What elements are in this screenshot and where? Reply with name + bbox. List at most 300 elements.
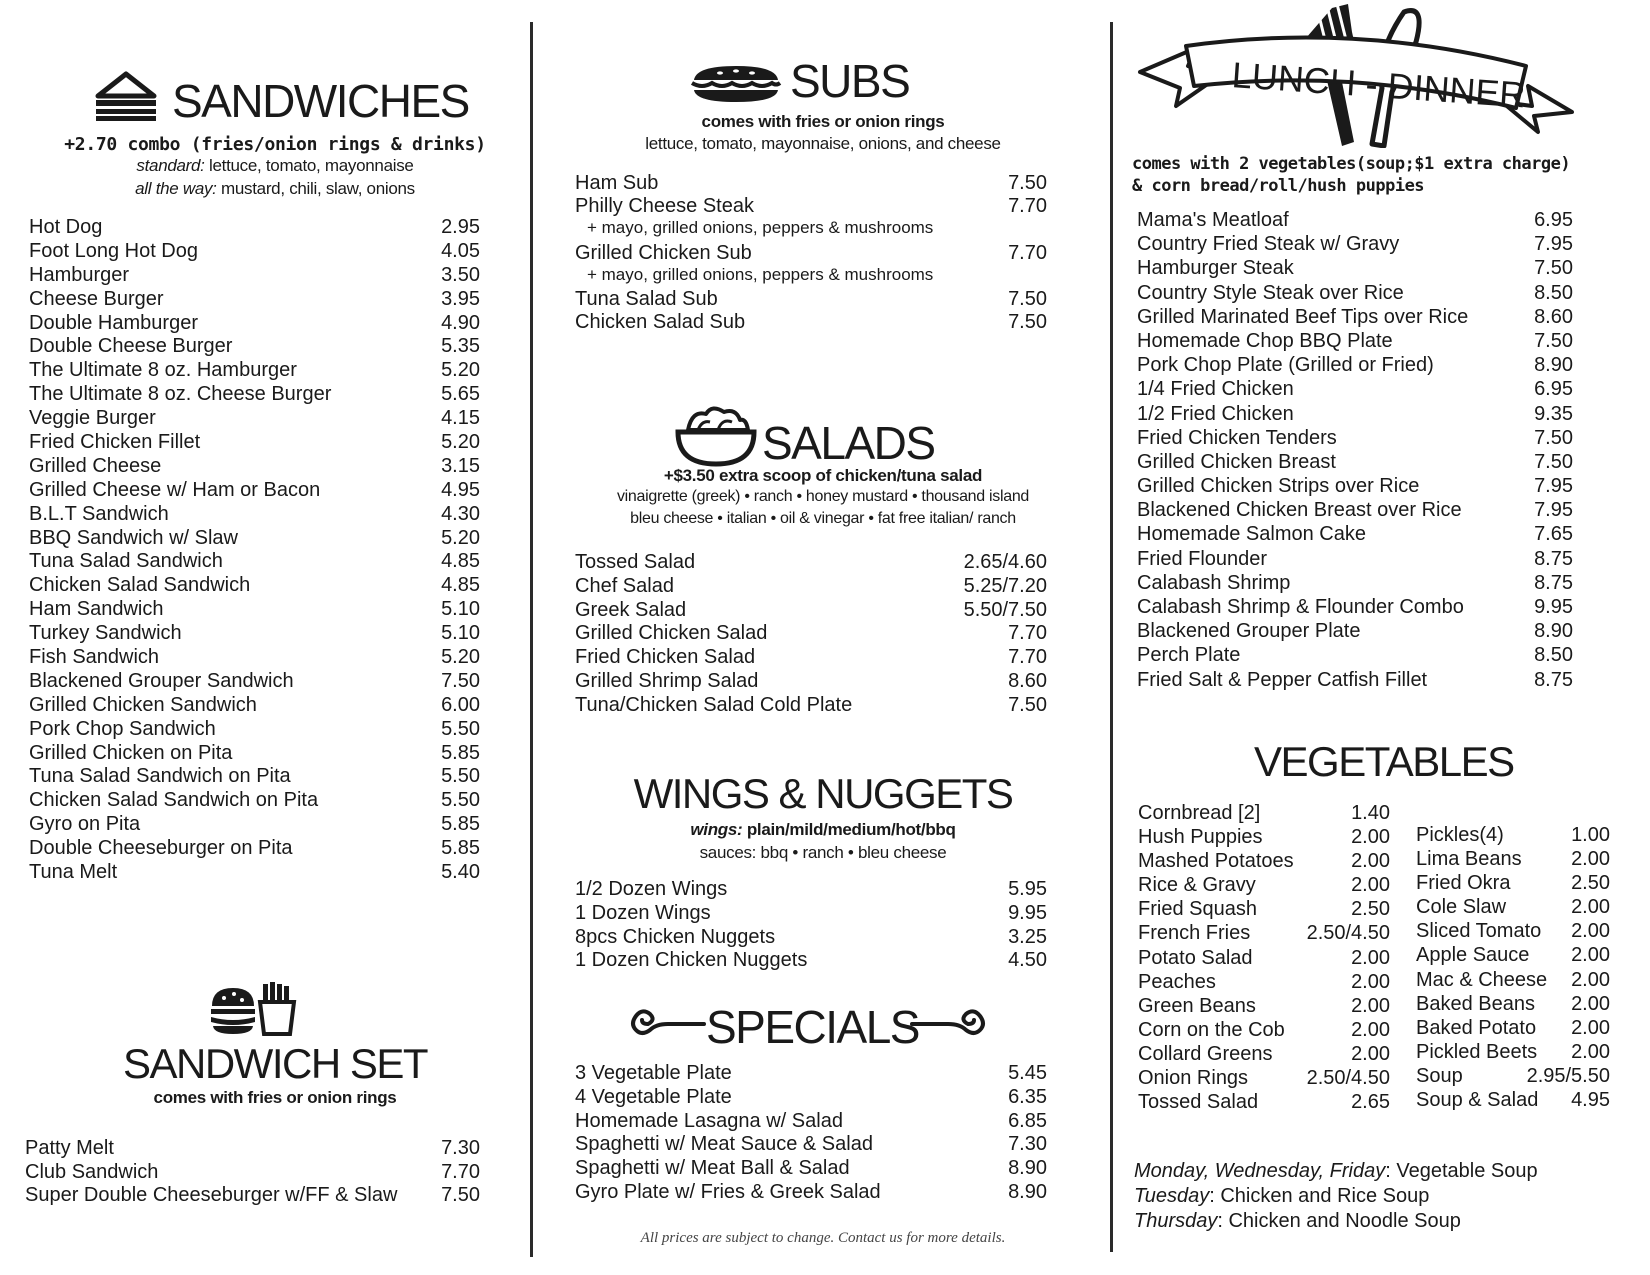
menu-item xyxy=(1137,475,1573,499)
menu-item-price: 8.75 xyxy=(1534,547,1573,570)
menu-item-name: 1 Dozen Chicken Nuggets xyxy=(575,949,808,972)
menu-item-price: 1.00 xyxy=(1571,824,1610,846)
menu-item-name: Spaghetti w/ Meat Ball & Salad xyxy=(575,1157,850,1180)
menu-item xyxy=(29,335,480,359)
menu-item-price: 7.70 xyxy=(1008,622,1047,645)
menu-item xyxy=(29,455,480,479)
menu-item xyxy=(1137,378,1573,402)
menu-item-price: 5.50 xyxy=(441,765,480,788)
menu-item-name: Blackened Grouper Sandwich xyxy=(29,669,294,692)
menu-item-name: Grilled Chicken on Pita xyxy=(29,741,233,764)
menu-item-price: 8.50 xyxy=(1534,644,1573,667)
menu-item-name: Philly Cheese Steak xyxy=(575,195,754,218)
menu-item-name: Corn on the Cob xyxy=(1138,1018,1285,1041)
menu-item-price: 7.65 xyxy=(1534,523,1573,546)
menu-item-name: Soup & Salad xyxy=(1416,1089,1539,1112)
menu-item xyxy=(1137,354,1573,378)
subs-list xyxy=(575,172,1047,334)
sandwiches-list xyxy=(29,216,480,885)
menu-item-price: 2.00 xyxy=(1571,944,1610,967)
menu-item-name: Grilled Chicken Sub xyxy=(575,241,752,264)
menu-item xyxy=(29,813,480,837)
menu-item-price: 7.50 xyxy=(441,669,480,692)
menu-item-name: Rice & Gravy xyxy=(1138,874,1256,897)
specials-list xyxy=(575,1062,1047,1205)
salads-dressings-2: bleu cheese • italian • oil & vinegar • fat free italian/ ranch xyxy=(630,510,1016,527)
menu-item-name: Tuna Salad Sandwich on Pita xyxy=(29,765,291,788)
menu-item-name: Greek Salad xyxy=(575,598,687,621)
menu-item-name: Foot Long Hot Dog xyxy=(29,239,198,262)
menu-item-price: 9.95 xyxy=(1534,596,1573,618)
menu-item xyxy=(1137,499,1573,523)
column-divider-left xyxy=(530,22,533,1257)
swirl-right-icon xyxy=(910,1002,988,1038)
subs-subtitle: comes with fries or onion rings xyxy=(701,112,945,131)
menu-item xyxy=(1137,233,1573,257)
menu-item xyxy=(29,288,480,312)
menu-item-name: Club Sandwich xyxy=(25,1160,159,1183)
menu-item-price: 6.95 xyxy=(1534,378,1573,401)
menu-item xyxy=(1416,824,1610,848)
menu-item-name: 1/2 Fried Chicken xyxy=(1137,402,1294,425)
menu-item-name: Mac & Cheese xyxy=(1416,968,1548,991)
subs-title: SUBS xyxy=(790,55,910,107)
menu-item xyxy=(29,479,480,503)
menu-item-name: Pork Chop Plate (Grilled or Fried) xyxy=(1137,354,1434,377)
menu-item-name: Pickled Beets xyxy=(1416,1040,1538,1063)
burger-fries-icon xyxy=(208,982,298,1036)
menu-item-price: 7.50 xyxy=(1008,172,1047,194)
menu-item xyxy=(1416,1017,1610,1041)
menu-item-price: 4.90 xyxy=(441,311,480,334)
menu-item xyxy=(575,288,1047,311)
vegetables-title: VEGETABLES xyxy=(1254,738,1514,785)
menu-item xyxy=(1137,209,1573,233)
menu-item xyxy=(575,694,1047,718)
menu-item-note: + mayo, grilled onions, peppers & mushrooms xyxy=(587,218,934,238)
menu-item-name: French Fries xyxy=(1138,922,1251,945)
menu-item-name: Country Fried Steak w/ Gravy xyxy=(1137,233,1400,256)
menu-item xyxy=(575,902,1047,926)
menu-item xyxy=(1137,523,1573,547)
menu-item-price: 2.95 xyxy=(441,216,480,238)
menu-item-name: Tuna Salad Sandwich xyxy=(29,550,223,573)
menu-item-name: Turkey Sandwich xyxy=(29,622,182,645)
menu-item-name: Homemade Lasagna w/ Salad xyxy=(575,1109,843,1132)
menu-item xyxy=(29,383,480,407)
menu-item-price: 7.50 xyxy=(1008,287,1047,310)
menu-item-price: 7.30 xyxy=(441,1137,480,1159)
menu-item-name: 1 Dozen Wings xyxy=(575,901,711,924)
menu-item-price: 2.00 xyxy=(1571,848,1610,871)
menu-item-name: Cornbread [2] xyxy=(1138,802,1261,824)
wings-list xyxy=(575,878,1047,973)
menu-item-price: 4.05 xyxy=(441,239,480,262)
menu-item xyxy=(1137,548,1573,572)
menu-item xyxy=(29,431,480,455)
menu-item-name: Mama's Meatloaf xyxy=(1137,209,1289,231)
menu-item xyxy=(29,216,480,240)
menu-item-price: 2.00 xyxy=(1351,850,1390,873)
menu-item-price: 5.20 xyxy=(441,359,480,382)
menu-item-name: Peaches xyxy=(1138,970,1216,993)
menu-item-price: 2.00 xyxy=(1351,1042,1390,1065)
menu-item-name: Homemade Salmon Cake xyxy=(1137,523,1366,546)
menu-item-price: 2.65 xyxy=(1351,1091,1390,1114)
salads-subtitle: +$3.50 extra scoop of chicken/tuna salad xyxy=(663,466,983,485)
menu-item xyxy=(575,926,1047,950)
menu-item xyxy=(29,742,480,766)
menu-item xyxy=(1416,1089,1610,1113)
menu-item-name: Tuna/Chicken Salad Cold Plate xyxy=(575,693,853,716)
menu-item-price: 3.15 xyxy=(441,454,480,477)
menu-item xyxy=(29,598,480,622)
lunch-dinner-subtitle-1: comes with 2 vegetables(soup;$1 extra charge) xyxy=(1132,154,1571,174)
menu-item xyxy=(1416,1041,1610,1065)
menu-item xyxy=(29,694,480,718)
menu-item xyxy=(1138,898,1390,922)
menu-item-name: Collard Greens xyxy=(1138,1042,1273,1065)
menu-item-name: Grilled Chicken Breast xyxy=(1137,450,1336,473)
menu-item-price: 2.00 xyxy=(1571,1016,1610,1039)
menu-item-price: 5.10 xyxy=(441,598,480,621)
menu-item-price: 4.30 xyxy=(441,502,480,525)
menu-item-price: 5.10 xyxy=(441,622,480,645)
menu-item-name: Grilled Chicken Sandwich xyxy=(29,693,257,716)
menu-item-name: Tossed Salad xyxy=(575,551,696,573)
menu-item-price: 8.90 xyxy=(1534,354,1573,377)
menu-item xyxy=(575,172,1047,195)
menu-item xyxy=(575,949,1047,973)
menu-item xyxy=(1416,969,1610,993)
menu-item-price: 7.70 xyxy=(1008,241,1047,264)
menu-item-price: 5.20 xyxy=(441,646,480,669)
menu-item-name: Fish Sandwich xyxy=(29,646,160,669)
sandwich-set-title: SANDWICH SET xyxy=(122,1040,427,1087)
soup-day-3: Thursday: Chicken and Noodle Soup xyxy=(1134,1210,1461,1232)
menu-item xyxy=(1138,947,1390,971)
menu-item-price: 2.00 xyxy=(1351,994,1390,1017)
menu-item-name: Cole Slaw xyxy=(1416,896,1507,919)
menu-item-price: 2.00 xyxy=(1571,920,1610,943)
menu-item-price: 5.85 xyxy=(441,813,480,836)
menu-item-name: Calabash Shrimp & Flounder Combo xyxy=(1137,596,1464,618)
menu-item-name: Grilled Chicken Salad xyxy=(575,622,768,645)
menu-item-name: 4 Vegetable Plate xyxy=(575,1085,732,1108)
menu-item xyxy=(1416,944,1610,968)
lunch-dinner-list xyxy=(1137,209,1573,693)
menu-item-name: 1/2 Dozen Wings xyxy=(575,878,728,900)
menu-item xyxy=(29,670,480,694)
menu-item-price: 2.95/5.50 xyxy=(1526,1064,1610,1087)
lunch-dinner-title: LUNCH - DINNER xyxy=(1230,54,1527,116)
menu-item-name: Fried Chicken Tenders xyxy=(1137,426,1337,449)
menu-item-name: Grilled Marinated Beef Tips over Rice xyxy=(1137,305,1469,328)
menu-item xyxy=(575,1110,1047,1134)
menu-item-price: 3.25 xyxy=(1008,925,1047,948)
menu-item-price: 7.95 xyxy=(1534,233,1573,256)
menu-item-price: 8.75 xyxy=(1534,668,1573,691)
menu-item-name: Double Cheeseburger on Pita xyxy=(29,837,293,860)
menu-item xyxy=(1137,669,1573,693)
sub-icon xyxy=(690,62,782,104)
menu-item-name: Ham Sub xyxy=(575,172,659,194)
menu-item xyxy=(29,359,480,383)
menu-item xyxy=(575,195,1047,218)
menu-item-price: 3.95 xyxy=(441,287,480,310)
menu-item-price: 7.95 xyxy=(1534,499,1573,522)
menu-item-name: Tuna Salad Sub xyxy=(575,287,718,310)
menu-item-price: 5.85 xyxy=(441,741,480,764)
menu-item-name: Blackened Chicken Breast over Rice xyxy=(1137,499,1462,522)
menu-item-name: Fried Chicken Salad xyxy=(575,646,756,669)
all-the-way-note: all the way: mustard, chili, slaw, onions xyxy=(135,179,415,198)
menu-item-price: 8.90 xyxy=(1008,1157,1047,1180)
combo-note: +2.70 combo (fries/onion rings & drinks) xyxy=(64,134,486,155)
menu-item xyxy=(575,670,1047,694)
menu-item-name: Mashed Potatoes xyxy=(1138,850,1294,873)
menu-item xyxy=(575,1157,1047,1181)
menu-item-name: Country Style Steak over Rice xyxy=(1137,281,1404,304)
menu-item-name: Tuna Melt xyxy=(29,861,118,884)
menu-item xyxy=(1138,802,1390,826)
menu-item-price: 2.50 xyxy=(1351,898,1390,921)
menu-item-price: 5.50/7.50 xyxy=(963,598,1047,621)
menu-item-name: Homemade Chop BBQ Plate xyxy=(1137,329,1393,352)
menu-item-name: Fried Squash xyxy=(1138,898,1257,921)
menu-item-name: Double Cheese Burger xyxy=(29,335,233,358)
menu-item-price: 7.50 xyxy=(1008,311,1047,334)
standard-note: standard: lettuce, tomato, mayonnaise xyxy=(136,156,414,175)
menu-item xyxy=(575,878,1047,902)
menu-item xyxy=(25,1184,480,1208)
menu-item-name: Sliced Tomato xyxy=(1416,920,1542,943)
menu-item-name: Ham Sandwich xyxy=(29,598,164,621)
menu-item-price: 8.90 xyxy=(1008,1180,1047,1203)
menu-item-name: Baked Potato xyxy=(1416,1016,1537,1039)
menu-item-price: 4.85 xyxy=(441,574,480,597)
menu-item xyxy=(29,312,480,336)
column-divider-right xyxy=(1110,22,1113,1252)
menu-item xyxy=(1416,993,1610,1017)
menu-item-name: BBQ Sandwich w/ Slaw xyxy=(29,526,238,549)
menu-item-name: Blackened Grouper Plate xyxy=(1137,620,1361,643)
menu-item-price: 7.50 xyxy=(441,1184,480,1206)
menu-item-name: Soup xyxy=(1416,1064,1463,1087)
menu-item-price: 2.00 xyxy=(1571,1040,1610,1063)
menu-item xyxy=(575,1181,1047,1205)
menu-item-price: 2.50 xyxy=(1571,872,1610,895)
menu-item-name: Green Beans xyxy=(1138,994,1256,1017)
wings-title: WINGS & NUGGETS xyxy=(633,770,1013,817)
menu-item xyxy=(1138,826,1390,850)
menu-item xyxy=(1137,282,1573,306)
menu-item-name: Pickles(4) xyxy=(1416,824,1504,846)
specials-title: SPECIALS xyxy=(706,1001,919,1053)
menu-item-price: 8.50 xyxy=(1534,281,1573,304)
menu-item-price: 7.70 xyxy=(1008,646,1047,669)
menu-item-price: 8.75 xyxy=(1534,571,1573,594)
wings-flavors: wings: plain/mild/medium/hot/bbq xyxy=(690,820,956,839)
menu-item xyxy=(1137,403,1573,427)
menu-item xyxy=(1137,572,1573,596)
menu-item xyxy=(29,718,480,742)
menu-item xyxy=(29,503,480,527)
menu-item-name: Gyro Plate w/ Fries & Greek Salad xyxy=(575,1180,881,1203)
menu-item xyxy=(1137,644,1573,668)
menu-item-name: Gyro on Pita xyxy=(29,813,141,836)
salads-dressings-1: vinaigrette (greek) • ranch • honey mustard • thousand island xyxy=(616,488,1030,505)
menu-item xyxy=(1137,451,1573,475)
salad-icon xyxy=(674,404,758,468)
sandwich-set-subtitle: comes with fries or onion rings xyxy=(153,1088,397,1107)
menu-item-name: Chicken Salad Sandwich xyxy=(29,574,251,597)
menu-item-name: Fried Flounder xyxy=(1137,547,1268,570)
menu-item-price: 5.85 xyxy=(441,837,480,860)
menu-item xyxy=(29,574,480,598)
menu-item-price: 4.85 xyxy=(441,550,480,573)
menu-item-name: Chicken Salad Sub xyxy=(575,311,746,334)
menu-item xyxy=(1416,848,1610,872)
menu-item xyxy=(25,1137,480,1161)
menu-item-name: Cheese Burger xyxy=(29,287,164,310)
menu-item-price: 2.00 xyxy=(1351,826,1390,849)
menu-item xyxy=(575,646,1047,670)
menu-item-price: 2.00 xyxy=(1571,992,1610,1015)
menu-item xyxy=(29,240,480,264)
menu-item-price: 8.60 xyxy=(1534,305,1573,328)
menu-item-price: 7.70 xyxy=(1008,195,1047,218)
soup-day-1: Monday, Wednesday, Friday: Vegetable Soup xyxy=(1134,1160,1538,1182)
menu-item-price: 2.65/4.60 xyxy=(963,551,1047,573)
menu-item-name: Potato Salad xyxy=(1138,946,1253,969)
menu-item xyxy=(1138,1091,1390,1115)
menu-item-name: Hamburger xyxy=(29,263,130,286)
menu-item-name: Spaghetti w/ Meat Sauce & Salad xyxy=(575,1133,873,1156)
menu-item-price: 4.15 xyxy=(441,407,480,430)
menu-item xyxy=(29,550,480,574)
menu-item xyxy=(29,527,480,551)
menu-item-price: 6.00 xyxy=(441,693,480,716)
menu-item-price: 2.00 xyxy=(1351,970,1390,993)
menu-item-price: 4.95 xyxy=(1571,1089,1610,1112)
menu-item-price: 5.95 xyxy=(1008,878,1047,900)
menu-item-name: Tossed Salad xyxy=(1138,1091,1259,1114)
menu-item-name: Super Double Cheeseburger w/FF & Slaw xyxy=(25,1184,398,1206)
menu-item-name: The Ultimate 8 oz. Hamburger xyxy=(29,359,297,382)
menu-item xyxy=(1416,896,1610,920)
menu-item-price: 7.95 xyxy=(1534,475,1573,498)
menu-item-name: Veggie Burger xyxy=(29,407,156,430)
menu-item-price: 5.45 xyxy=(1008,1062,1047,1084)
menu-item-name: Lima Beans xyxy=(1416,848,1522,871)
sandwiches-title: SANDWICHES xyxy=(172,75,469,127)
menu-item-name: Chicken Salad Sandwich on Pita xyxy=(29,789,319,812)
menu-item-name: Grilled Cheese w/ Ham or Bacon xyxy=(29,478,321,501)
menu-item xyxy=(1138,1019,1390,1043)
menu-item-price: 9.35 xyxy=(1534,402,1573,425)
menu-item xyxy=(575,242,1047,265)
subs-toppings: lettuce, tomato, mayonnaise, onions, and cheese xyxy=(645,134,1001,153)
menu-item-name: Patty Melt xyxy=(25,1137,114,1159)
menu-item xyxy=(25,1161,480,1185)
menu-item xyxy=(1138,995,1390,1019)
vegetables-list-left xyxy=(1138,802,1390,1115)
menu-item-price: 3.50 xyxy=(441,263,480,286)
menu-item xyxy=(1137,330,1573,354)
menu-item-price: 2.50/4.50 xyxy=(1306,1067,1390,1090)
menu-item-price: 9.95 xyxy=(1008,901,1047,924)
menu-item xyxy=(1137,306,1573,330)
lunch-dinner-subtitle-2: & corn bread/roll/hush puppies xyxy=(1132,176,1425,196)
menu-item-price: 6.85 xyxy=(1008,1109,1047,1132)
vegetables-list-right xyxy=(1416,824,1610,1113)
menu-item-name: Baked Beans xyxy=(1416,992,1535,1015)
menu-item xyxy=(1416,1065,1610,1089)
menu-item-price: 2.50/4.50 xyxy=(1306,922,1390,945)
menu-item xyxy=(1138,1043,1390,1067)
menu-item xyxy=(29,789,480,813)
menu-item xyxy=(1138,922,1390,946)
menu-item-price: 2.00 xyxy=(1351,946,1390,969)
menu-item xyxy=(1137,620,1573,644)
menu-item xyxy=(29,837,480,861)
menu-item-price: 8.60 xyxy=(1008,669,1047,692)
menu-item xyxy=(1138,971,1390,995)
menu-item-name: Hamburger Steak xyxy=(1137,257,1294,280)
menu-item-price: 7.50 xyxy=(1534,450,1573,473)
menu-item-name: Fried Chicken Fillet xyxy=(29,431,201,454)
menu-item xyxy=(29,765,480,789)
menu-item-name: Grilled Shrimp Salad xyxy=(575,669,759,692)
menu-item-price: 2.00 xyxy=(1571,968,1610,991)
swirl-left-icon xyxy=(628,1002,706,1038)
menu-item-price: 6.35 xyxy=(1008,1085,1047,1108)
menu-item-price: 5.50 xyxy=(441,789,480,812)
menu-item-price: 7.50 xyxy=(1008,693,1047,716)
menu-item xyxy=(575,311,1047,334)
menu-item-name: Grilled Cheese xyxy=(29,454,162,477)
menu-item-price: 2.00 xyxy=(1351,874,1390,897)
menu-item-price: 7.50 xyxy=(1534,426,1573,449)
menu-item-price: 2.00 xyxy=(1571,896,1610,919)
menu-item-price: 1.40 xyxy=(1351,802,1390,824)
menu-item xyxy=(1416,920,1610,944)
menu-item-name: Perch Plate xyxy=(1137,644,1241,667)
menu-item-price: 5.50 xyxy=(441,717,480,740)
menu-item xyxy=(29,622,480,646)
menu-item xyxy=(1137,427,1573,451)
menu-item xyxy=(29,861,480,885)
menu-item xyxy=(1137,257,1573,281)
menu-item-name: 8pcs Chicken Nuggets xyxy=(575,925,776,948)
menu-item-name: Hot Dog xyxy=(29,216,103,238)
menu-item-price: 7.70 xyxy=(441,1160,480,1183)
menu-item-name: Hush Puppies xyxy=(1138,826,1263,849)
menu-item-price: 4.95 xyxy=(441,478,480,501)
soup-day-2: Tuesday: Chicken and Rice Soup xyxy=(1134,1185,1430,1207)
menu-item xyxy=(575,575,1047,599)
menu-item xyxy=(1416,872,1610,896)
menu-item-price: 5.20 xyxy=(441,431,480,454)
menu-item-price: 5.20 xyxy=(441,526,480,549)
salads-list xyxy=(575,551,1047,718)
menu-item xyxy=(1137,596,1573,620)
menu-item-price: 5.35 xyxy=(441,335,480,358)
price-disclaimer: All prices are subject to change. Contact us for more details. xyxy=(640,1230,1006,1246)
menu-item-name: Chef Salad xyxy=(575,574,674,597)
menu-item-name: Calabash Shrimp xyxy=(1137,571,1291,594)
